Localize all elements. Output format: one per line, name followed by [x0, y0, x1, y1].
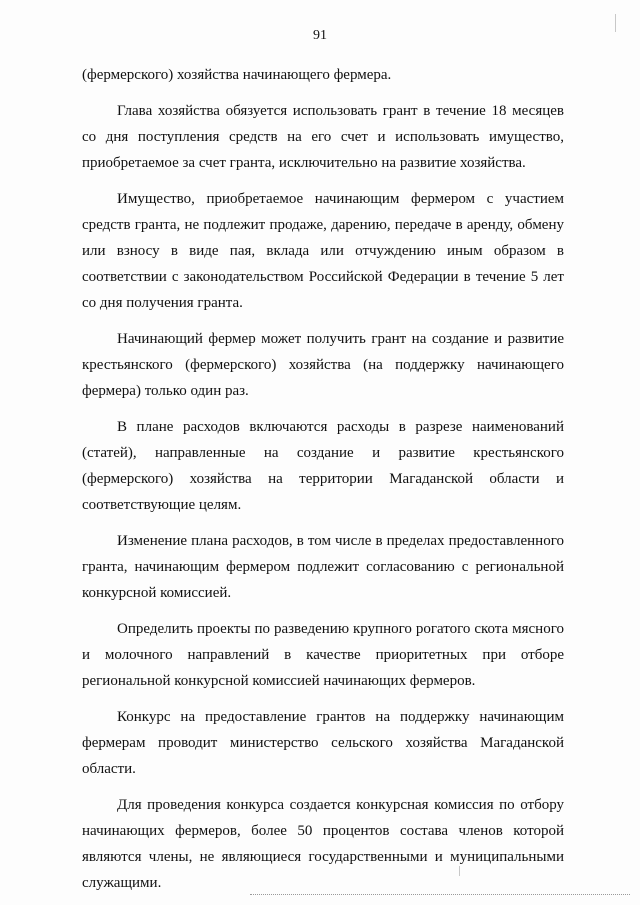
scan-bottom-rule: [250, 894, 630, 895]
paragraph: Глава хозяйства обязуется использовать грант в течение 18 месяцев со дня поступления средств на его счет и использовать имущество, приобретаемое за счет гранта, исключительно на развитие хозяйства.: [82, 103, 564, 171]
document-body: [82, 62, 564, 906]
paragraph: Для проведения конкурса создается конкурсная комиссия по отбору начинающих фермеров, более 50 процентов состава членов которой являются члены, не являющиеся государственными и муниципальными служащими.: [82, 797, 564, 891]
page-number: 91: [313, 28, 327, 43]
paragraph: Начинающий фермер может получить грант на создание и развитие крестьянского (фермерского) хозяйства (на поддержку начинающего фермера) только один раз.: [82, 331, 564, 399]
paragraph: Определить проекты по разведению крупного рогатого скота мясного и молочного направлений в качестве приоритетных при отборе региональной конкурсной комиссией начинающих фермеров.: [82, 621, 564, 689]
paragraph: В плане расходов включаются расходы в разрезе наименований (статей), направленные на создание и развитие крестьянского (фермерского) хозяйства на территории Магаданской области и соответствующие целям.: [82, 419, 564, 513]
scan-mark: [459, 866, 460, 876]
paragraph: Имущество, приобретаемое начинающим фермером с участием средств гранта, не подлежит продаже, дарению, передаче в аренду, обмену или взносу в виде пая, вклада или отчуждению иным образом в соответствии с законодательством Российской Федерации в течение 5 лет со дня получения гранта.: [82, 191, 564, 311]
paragraph: (фермерского) хозяйства начинающего фермера.: [82, 67, 392, 83]
paragraph: Изменение плана расходов, в том числе в пределах предоставленного гранта, начинающим фермером подлежит согласованию с региональной конкурсной комиссией.: [82, 533, 564, 601]
paragraph: Конкурс на предоставление грантов на поддержку начинающим фермерам проводит министерство сельского хозяйства Магаданской области.: [82, 709, 564, 777]
scan-mark: [615, 14, 616, 32]
